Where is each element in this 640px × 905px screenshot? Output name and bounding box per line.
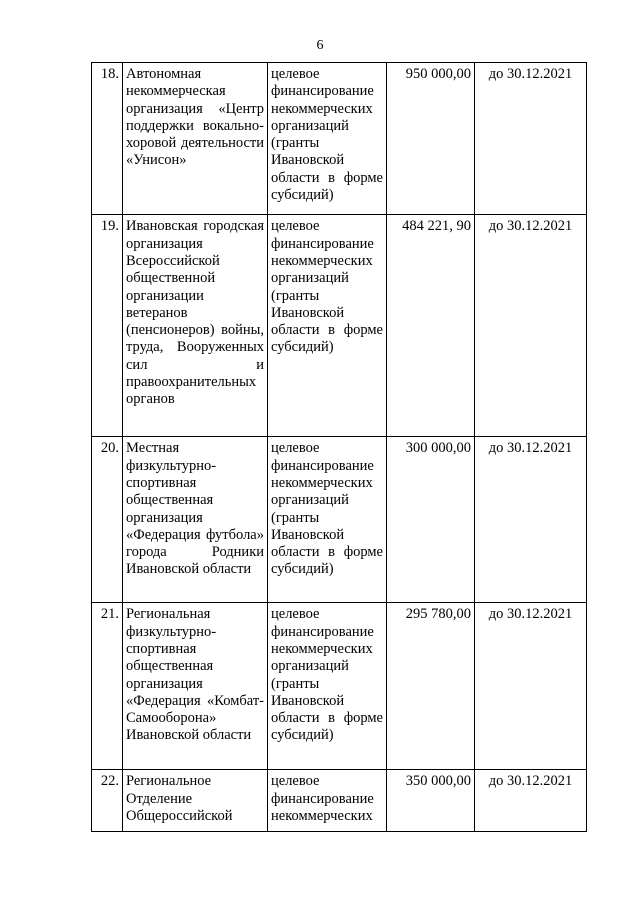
organization-name: Региональное Отделение Общероссийской xyxy=(123,770,268,832)
deadline: до 30.12.2021 xyxy=(475,63,587,215)
deadline: до 30.12.2021 xyxy=(475,603,587,770)
page-number: 6 xyxy=(316,38,324,53)
funding-purpose: целевое финансирование некоммерческих организаций (гранты Ивановской области в форме субсидий) xyxy=(268,603,387,770)
table-row xyxy=(92,215,587,437)
grant-amount: 950 000,00 xyxy=(387,63,475,215)
grant-amount: 484 221, 90 xyxy=(387,215,475,437)
row-number: 20. xyxy=(92,437,123,603)
table-row xyxy=(92,603,587,770)
deadline: до 30.12.2021 xyxy=(475,770,587,832)
table-row xyxy=(92,437,587,603)
funding-purpose: целевое финансирование некоммерческих организаций (гранты Ивановской области в форме субсидий) xyxy=(268,215,387,437)
organization-name: Автономная некоммерческая организация «Центр поддержки вокально-хоровой деятельности «Унисон» xyxy=(123,63,268,215)
organization-name: Местная физкультурно-спортивная общественная организация «Федерация футбола» города Родники Ивановской области xyxy=(123,437,268,603)
table-row xyxy=(92,63,587,215)
grant-amount: 300 000,00 xyxy=(387,437,475,603)
table-row xyxy=(92,770,587,832)
organization-name: Ивановская городская организация Всероссийской общественной организации ветеранов (пенсионеров) войны, труда, Вооруженных сил и правоохранительных органов xyxy=(123,215,268,437)
deadline: до 30.12.2021 xyxy=(475,437,587,603)
organization-name: Региональная физкультурно-спортивная общественная организация «Федерация «Комбат-Самооборона» Ивановской области xyxy=(123,603,268,770)
row-number: 18. xyxy=(92,63,123,215)
funding-purpose: целевое финансирование некоммерческих организаций (гранты Ивановской области в форме субсидий) xyxy=(268,63,387,215)
funding-purpose: целевое финансирование некоммерческих организаций (гранты Ивановской области в форме субсидий) xyxy=(268,437,387,603)
row-number: 19. xyxy=(92,215,123,437)
funding-purpose: целевое финансирование некоммерческих xyxy=(268,770,387,832)
grant-amount: 350 000,00 xyxy=(387,770,475,832)
row-number: 22. xyxy=(92,770,123,832)
grant-amount: 295 780,00 xyxy=(387,603,475,770)
row-number: 21. xyxy=(92,603,123,770)
deadline: до 30.12.2021 xyxy=(475,215,587,437)
grants-table xyxy=(91,62,587,832)
